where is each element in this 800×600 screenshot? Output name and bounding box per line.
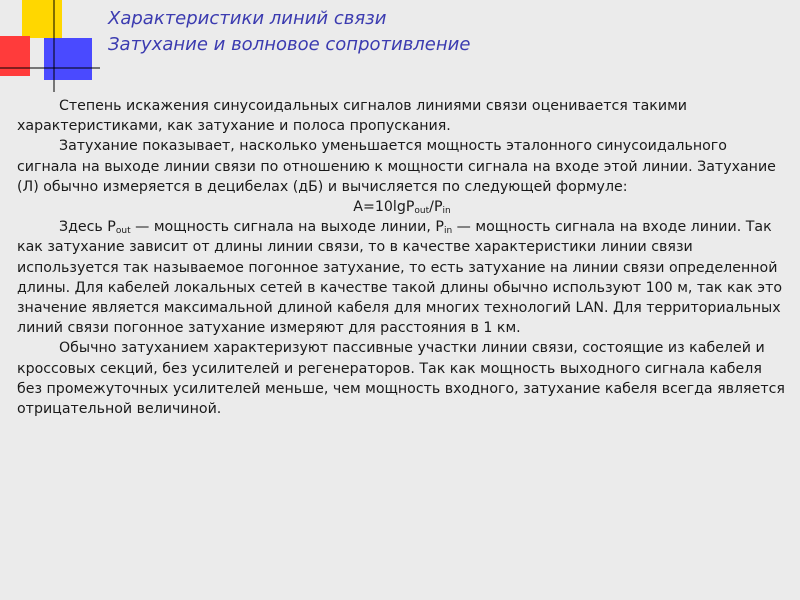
formula-prefix: A=10lgP xyxy=(353,199,415,216)
paragraph-2: Затухание показывает, насколько уменьшается мощность эталонного синусоидального сигнала на выходе линии связи по отношению к мощности сигнала на входе этой линии. Затухание (Л) обычно измеряется в децибелах (дБ) и вычисляется по следующей формуле: xyxy=(17,138,776,195)
blue-square xyxy=(44,38,92,80)
red-square xyxy=(0,36,30,76)
paragraph-3 xyxy=(17,217,787,338)
p3-sub-out: out xyxy=(115,226,131,237)
formula-sub-out: out xyxy=(414,206,430,217)
p3-sub-in: in xyxy=(443,226,453,237)
slide-body xyxy=(17,96,787,419)
paragraph-4: Обычно затуханием характеризуют пассивные участки линии связи, состоящие из кабелей и кроссовых секций, без усилителей и регенераторов. Так как мощность выходного сигнала кабеля без промежуточных усилителей меньше, чем мощность входного, затухание кабеля всегда является отрицательной величиной. xyxy=(17,340,785,418)
title-line-1: Характеристики линий связи xyxy=(108,8,387,29)
p3-text-3: — мощность сигнала на входе линии. Так как затухание зависит от длины линии связи, то в качестве характеристики линии связи используется так называемое погонное затухание, то есть затухание на линии связи определенной длины. Для кабелей локальных сетей в качестве такой длины обычно используют 100 м, так как это значение является максимальной длиной кабеля для многих технологий LAN. Для территориальных линий связи погонное затухание измеряют для расстояния в 1 км. xyxy=(17,219,783,337)
formula-sub-in: in xyxy=(442,206,451,217)
p3-text-1: Здесь P xyxy=(59,219,116,236)
title-line-2: Затухание и волновое сопротивление xyxy=(108,34,471,55)
yellow-square xyxy=(22,0,62,38)
slide-title xyxy=(108,6,470,58)
formula xyxy=(17,197,787,217)
corner-decoration xyxy=(0,0,100,92)
paragraph-1: Степень искажения синусоидальных сигналов линиями связи оценивается такими характеристиками, как затухание и полоса пропускания. xyxy=(17,98,688,135)
formula-slash: /P xyxy=(429,199,443,216)
p3-text-2: — мощность сигнала на выходе линии, P xyxy=(130,219,444,236)
